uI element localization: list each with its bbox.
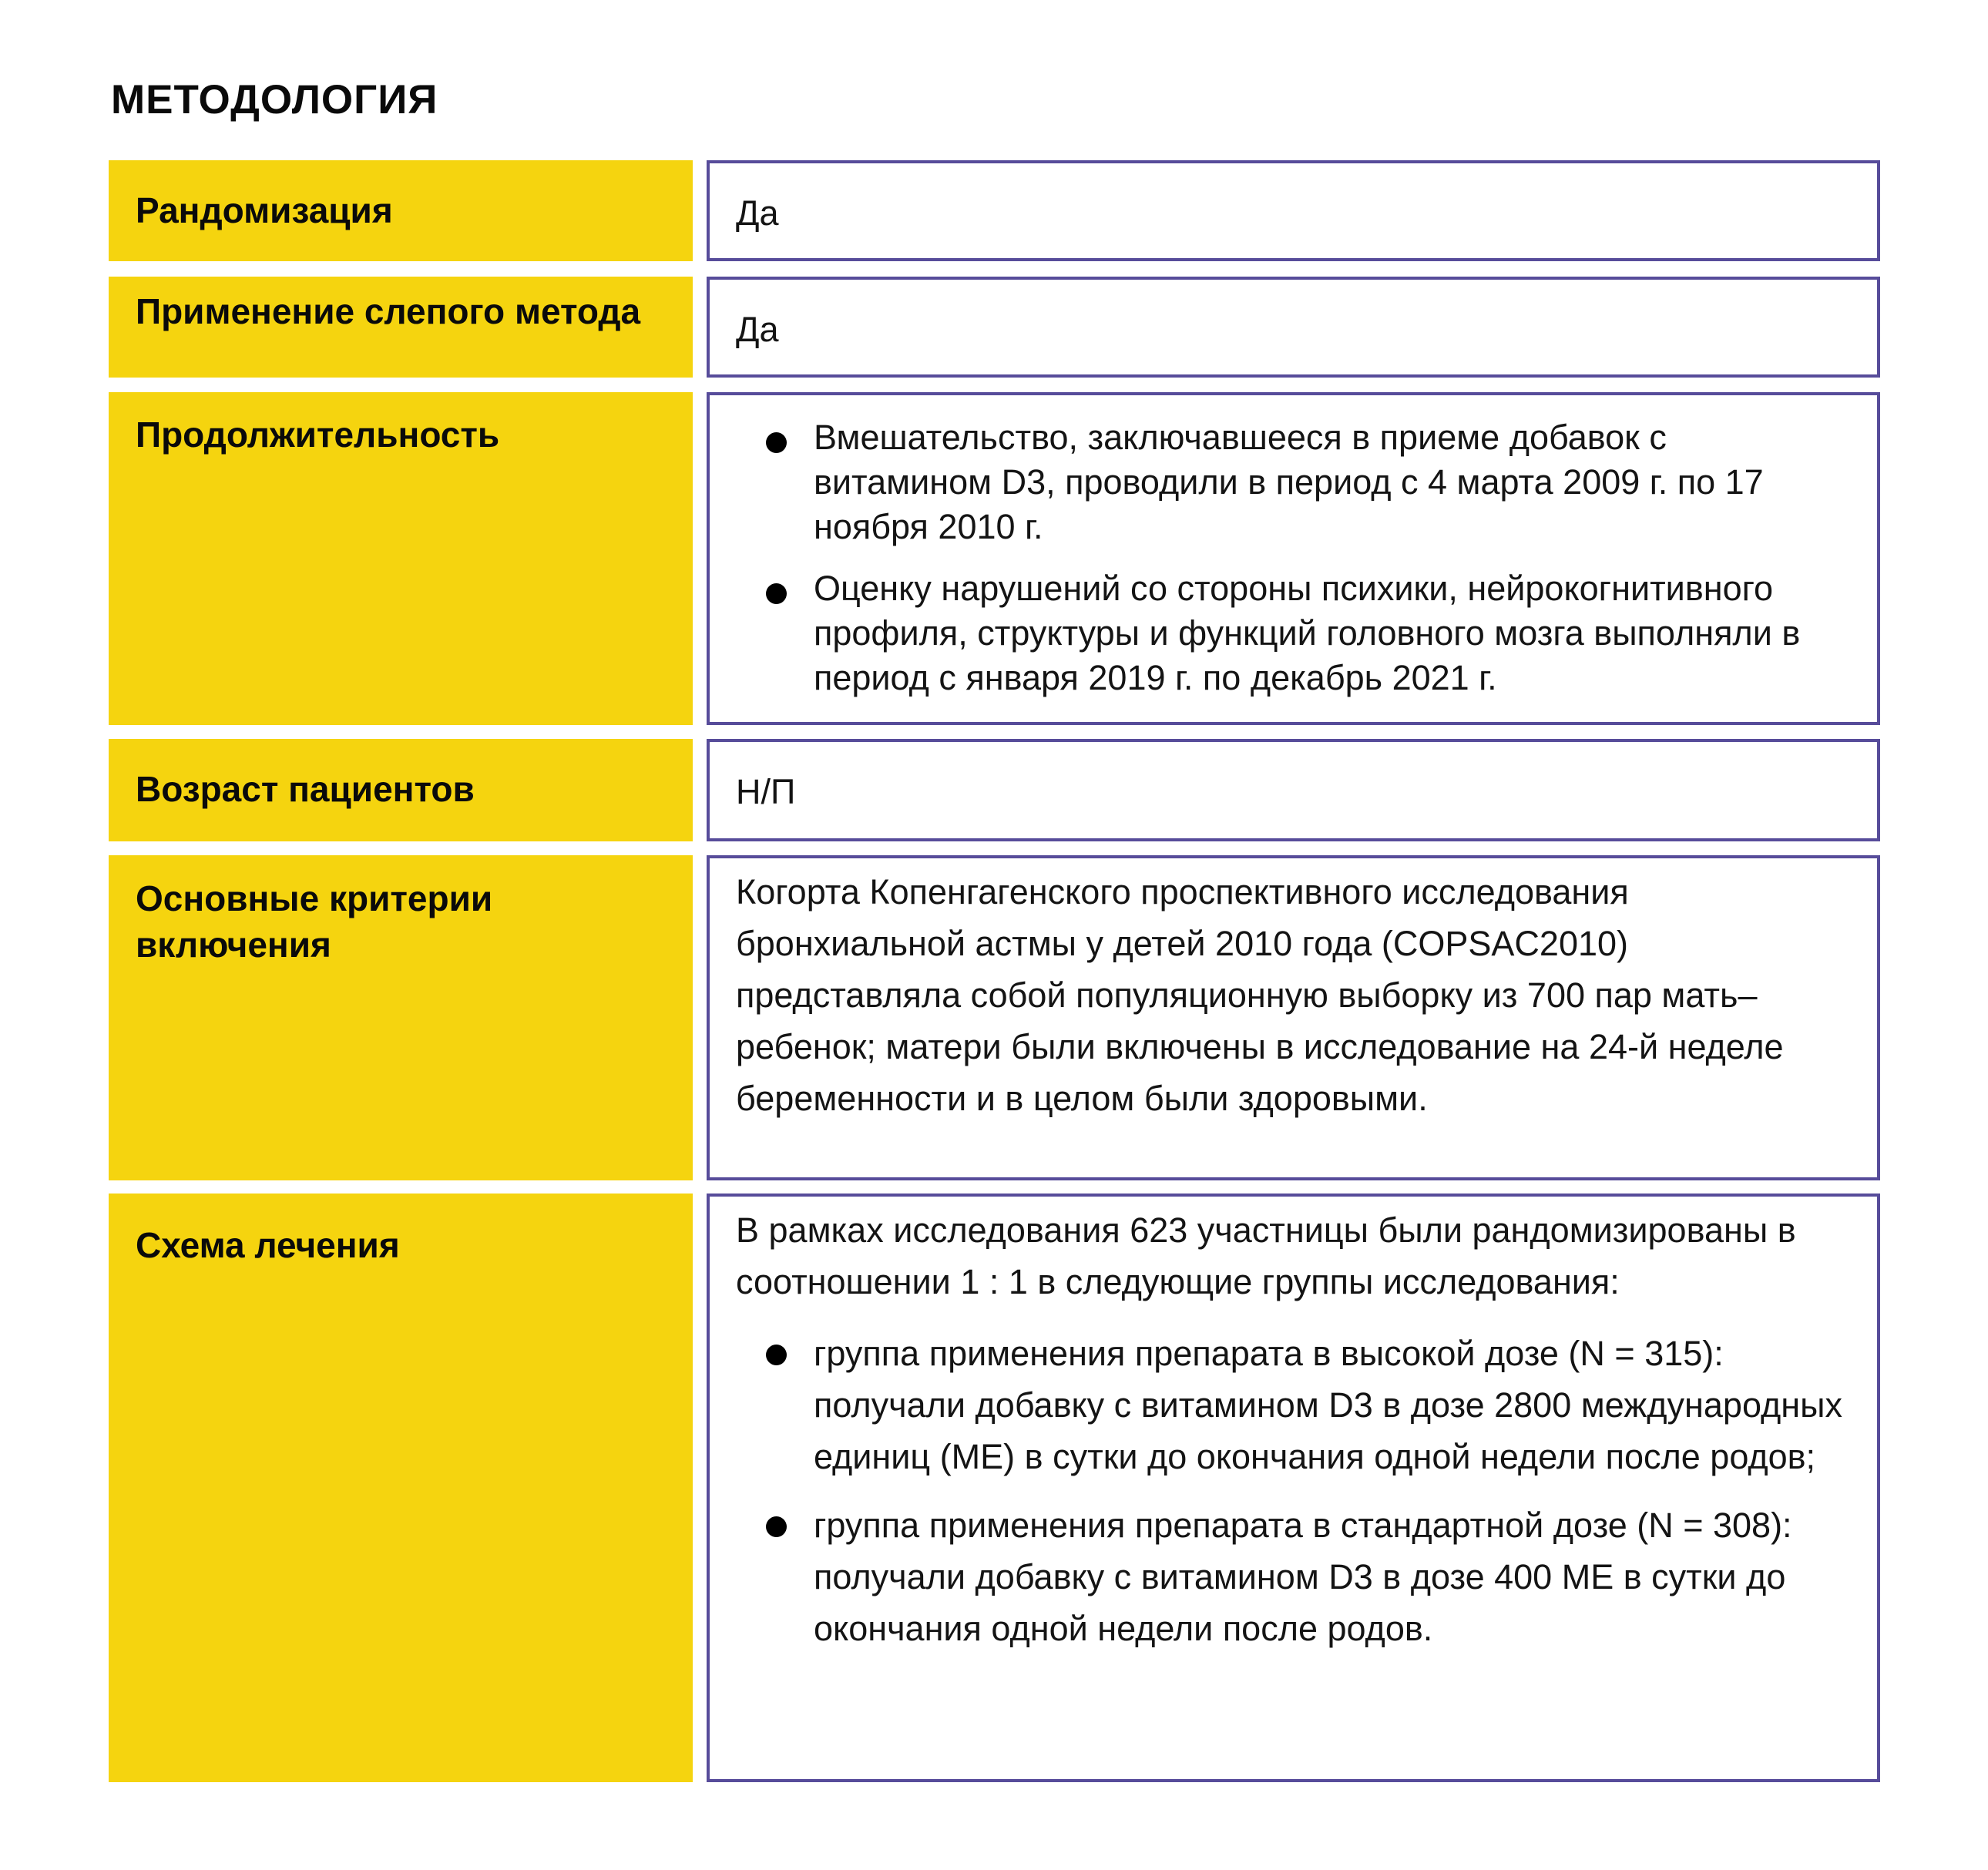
row-label: Возраст пациентов [109,739,693,841]
row-label: Схема лечения [109,1194,693,1782]
bullet-list [736,1328,1854,1654]
list-item-text: Вмешательство, заключавшееся в приеме добавок с витамином D3, проводили в период с 4 марта 2009 г. по 17 ноября 2010 г. [814,418,1764,546]
list-item-text: группа применения препарата в высокой дозе (N = 315): получали добавку с витамином D3 в дозе 2800 международных единиц (МЕ) в сутки до окончания одной недели после родов; [814,1334,1842,1476]
row-value [707,855,1880,1180]
table-row-duration [109,392,1880,725]
criteria-text: Когорта Копенгагенского проспективного исследования бронхиальной астмы у детей 2010 года (COPSAC2010) представляла собой популяционную выборку из 700 пар мать–ребенок; матери были включены в исследование на 24-й неделе беременности и в целом были здоровыми. [736,872,1784,1118]
table-row-randomization [109,160,1880,261]
row-value: Да [707,160,1880,261]
bullet-icon [766,1345,787,1365]
row-value: Н/П [707,739,1880,841]
table-row-inclusion-criteria [109,855,1880,1180]
row-label: Продолжительность [109,392,693,725]
list-item-text: группа применения препарата в стандартной дозе (N = 308): получали добавку с витамином D3 в дозе 400 МЕ в сутки до окончания одной недели после родов. [814,1506,1792,1648]
row-label: Основные критерии включения [109,855,693,1180]
table-row-blinding [109,277,1880,378]
treatment-intro: В рамках исследования 623 участницы были рандомизированы в соотношении 1 : 1 в следующие группы исследования: [736,1210,1796,1301]
row-value [707,392,1880,725]
table-row-patient-age [109,739,1880,841]
table-row-treatment-scheme [109,1194,1880,1782]
bullet-list [736,415,1854,700]
list-item [736,1328,1854,1482]
row-value [707,1194,1880,1782]
bullet-icon [766,583,787,604]
row-label: Рандомизация [109,160,693,261]
row-label: Применение слепого метода [109,277,693,378]
bullet-icon [766,432,787,453]
list-item [736,415,1854,549]
list-item [736,1499,1854,1654]
list-item [736,566,1854,700]
page-title: МЕТОДОЛОГИЯ [111,77,438,123]
row-value: Да [707,277,1880,378]
bullet-icon [766,1516,787,1537]
list-item-text: Оценку нарушений со стороны психики, нейрокогнитивного профиля, структуры и функций головного мозга выполняли в период с января 2019 г. по декабрь 2021 г. [814,569,1801,697]
